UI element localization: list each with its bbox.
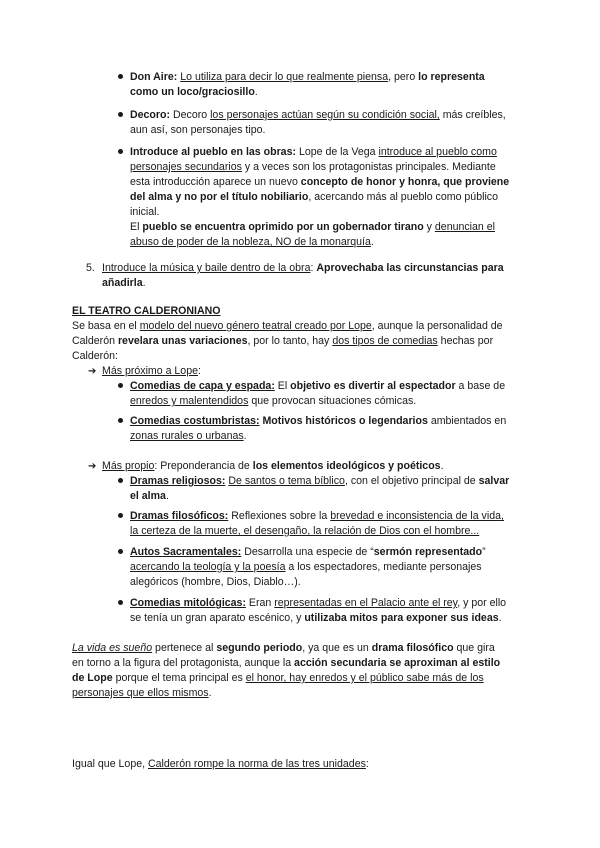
text: y bbox=[423, 221, 435, 233]
text: brevedad e inconsistencia de la vida, bbox=[330, 510, 504, 522]
text: , por lo tanto, hay bbox=[247, 335, 333, 347]
text: que provocan situaciones cómicas. bbox=[248, 395, 417, 407]
text: pertenece al bbox=[152, 642, 217, 654]
text: Más próximo a Lope bbox=[102, 365, 198, 377]
bullet-icon bbox=[118, 383, 123, 388]
text: revelara unas variaciones bbox=[117, 335, 248, 347]
text: La vida es sueño bbox=[72, 642, 153, 654]
arrow-icon: ➔ bbox=[88, 366, 97, 377]
text: hechas por bbox=[437, 335, 494, 347]
arrow-icon: ➔ bbox=[88, 461, 97, 472]
text: . bbox=[243, 430, 247, 442]
text: del alma y no por el título nobiliario bbox=[130, 191, 309, 203]
text: Introduce la música y baile dentro de la obra bbox=[102, 262, 311, 274]
text: , acercando más al pueblo como público bbox=[308, 191, 498, 203]
text: los personajes actúan según su condición social, bbox=[210, 109, 440, 121]
text: : bbox=[365, 758, 369, 770]
text: Calderón rompe la norma de las tres unidades bbox=[148, 758, 366, 770]
text: . bbox=[498, 612, 502, 624]
text: Dramas religiosos: bbox=[130, 475, 226, 487]
bullet-icon bbox=[118, 112, 123, 117]
text: . bbox=[254, 86, 258, 98]
text: Decoro bbox=[170, 109, 211, 121]
text: utilizaba mitos para exponer sus ideas bbox=[304, 612, 499, 624]
text: , pero bbox=[388, 71, 419, 83]
text: representadas en el Palacio ante el rey bbox=[274, 597, 458, 609]
text: Dramas filosóficos: bbox=[130, 510, 229, 522]
bullet-icon bbox=[118, 549, 123, 554]
text: en torno a la figura del protagonista, aunque la bbox=[72, 657, 295, 669]
text: alegóricos (hombre, Dios, Diablo…). bbox=[130, 576, 301, 588]
text: objetivo es divertir al espectador bbox=[290, 380, 456, 392]
text: concepto de honor y honra, que proviene bbox=[300, 176, 510, 188]
text: . bbox=[165, 490, 169, 502]
bullet-icon bbox=[118, 149, 123, 154]
text: el alma bbox=[130, 490, 166, 502]
text: denuncian el bbox=[434, 221, 495, 233]
text: Calderón: bbox=[72, 350, 118, 362]
text: : bbox=[197, 365, 201, 377]
text: Calderón bbox=[72, 335, 118, 347]
text: modelo del nuevo género teatral creado por Lope bbox=[139, 320, 372, 332]
text: de Lope bbox=[72, 672, 113, 684]
text: Igual que Lope, bbox=[72, 758, 148, 770]
text: porque el tema principal es bbox=[112, 672, 246, 684]
text: , ya que es un bbox=[302, 642, 372, 654]
bullet-icon bbox=[118, 418, 123, 423]
text: dos tipos de comedias bbox=[332, 335, 438, 347]
text: zonas rurales o urbanas bbox=[130, 430, 244, 442]
text: , con el objetivo principal de bbox=[344, 475, 479, 487]
text: drama filosófico bbox=[371, 642, 454, 654]
text: como un loco/graciosillo bbox=[130, 86, 255, 98]
text: y a veces son los protagonistas principales. Mediante bbox=[241, 161, 496, 173]
text: abuso de poder de la nobleza, NO de la monarquía bbox=[130, 236, 371, 248]
text: pueblo se encuentra oprimido por un gobernador tirano bbox=[142, 221, 424, 233]
text: añadirla bbox=[102, 277, 143, 289]
text: a los espectadores, mediante personajes bbox=[285, 561, 482, 573]
text: más creíbles, bbox=[439, 109, 506, 121]
bullet-icon bbox=[118, 600, 123, 605]
text: los elementos ideológicos y poéticos bbox=[252, 460, 441, 472]
text: Eran bbox=[245, 597, 275, 609]
text: personajes que ellos mismos bbox=[72, 687, 209, 699]
text: . bbox=[142, 277, 146, 289]
text: Comedias de capa y espada: bbox=[130, 380, 275, 392]
text: ” bbox=[482, 546, 486, 558]
text: lo representa bbox=[418, 71, 485, 83]
text: : Preponderancia de bbox=[154, 460, 253, 472]
text: Más propio bbox=[102, 460, 155, 472]
text: esta introducción aparece un nuevo bbox=[130, 176, 301, 188]
text: ambientados en bbox=[427, 415, 507, 427]
text: Aprovechaba las circunstancias para bbox=[316, 262, 504, 274]
text: Comedias costumbristas: bbox=[130, 415, 260, 427]
text: el honor, hay enredos y el público sabe más de los bbox=[245, 672, 484, 684]
text: Motivos históricos o legendarios bbox=[259, 415, 428, 427]
text: a base de bbox=[455, 380, 506, 392]
text: : bbox=[310, 262, 317, 274]
text: . bbox=[208, 687, 212, 699]
text: El bbox=[274, 380, 291, 392]
text: salvar bbox=[478, 475, 510, 487]
text: personajes secundarios bbox=[130, 161, 242, 173]
bullet-icon bbox=[118, 513, 123, 518]
text: Autos Sacramentales: bbox=[130, 546, 242, 558]
list-number: 5. bbox=[86, 262, 95, 274]
text: , y por ello bbox=[457, 597, 507, 609]
text: Lo utiliza para decir lo que realmente piensa bbox=[180, 71, 389, 83]
text: . bbox=[440, 460, 444, 472]
bullet-icon bbox=[118, 74, 123, 79]
text: , aunque la personalidad de bbox=[371, 320, 503, 332]
text: . bbox=[370, 236, 374, 248]
text: se tenía un gran aparato escénico, y bbox=[130, 612, 305, 624]
text: que gira bbox=[453, 642, 495, 654]
text: aun así, son personajes tipo. bbox=[130, 124, 266, 136]
text: acercando la teología y la poesía bbox=[130, 561, 286, 573]
text: Lope de la Vega bbox=[296, 146, 379, 158]
text: introduce al pueblo como bbox=[378, 146, 497, 158]
term-pueblo: Introduce al pueblo en las obras: bbox=[130, 146, 296, 158]
text: Desarrolla una especie de “ bbox=[241, 546, 374, 558]
text: segundo periodo bbox=[216, 642, 303, 654]
text: acción secundaria se aproximan al estilo bbox=[294, 657, 501, 669]
bullet-icon bbox=[118, 478, 123, 483]
text: Se basa en el bbox=[72, 320, 140, 332]
term-decoro: Decoro: bbox=[130, 109, 171, 121]
text: sermón representado bbox=[373, 546, 483, 558]
text: De santos o tema bíblico bbox=[228, 475, 345, 487]
text: Reflexiones sobre la bbox=[228, 510, 331, 522]
text: Comedias mitológicas: bbox=[130, 597, 246, 609]
section-title: EL TEATRO CALDERONIANO bbox=[72, 305, 221, 317]
term-don-aire: Don Aire: bbox=[130, 71, 178, 83]
text: inicial. bbox=[130, 206, 160, 218]
text: El bbox=[130, 221, 143, 233]
text: la certeza de la muerte, el desengaño, la relación de Dios con el hombre... bbox=[130, 525, 480, 537]
text: enredos y malentendidos bbox=[130, 395, 249, 407]
